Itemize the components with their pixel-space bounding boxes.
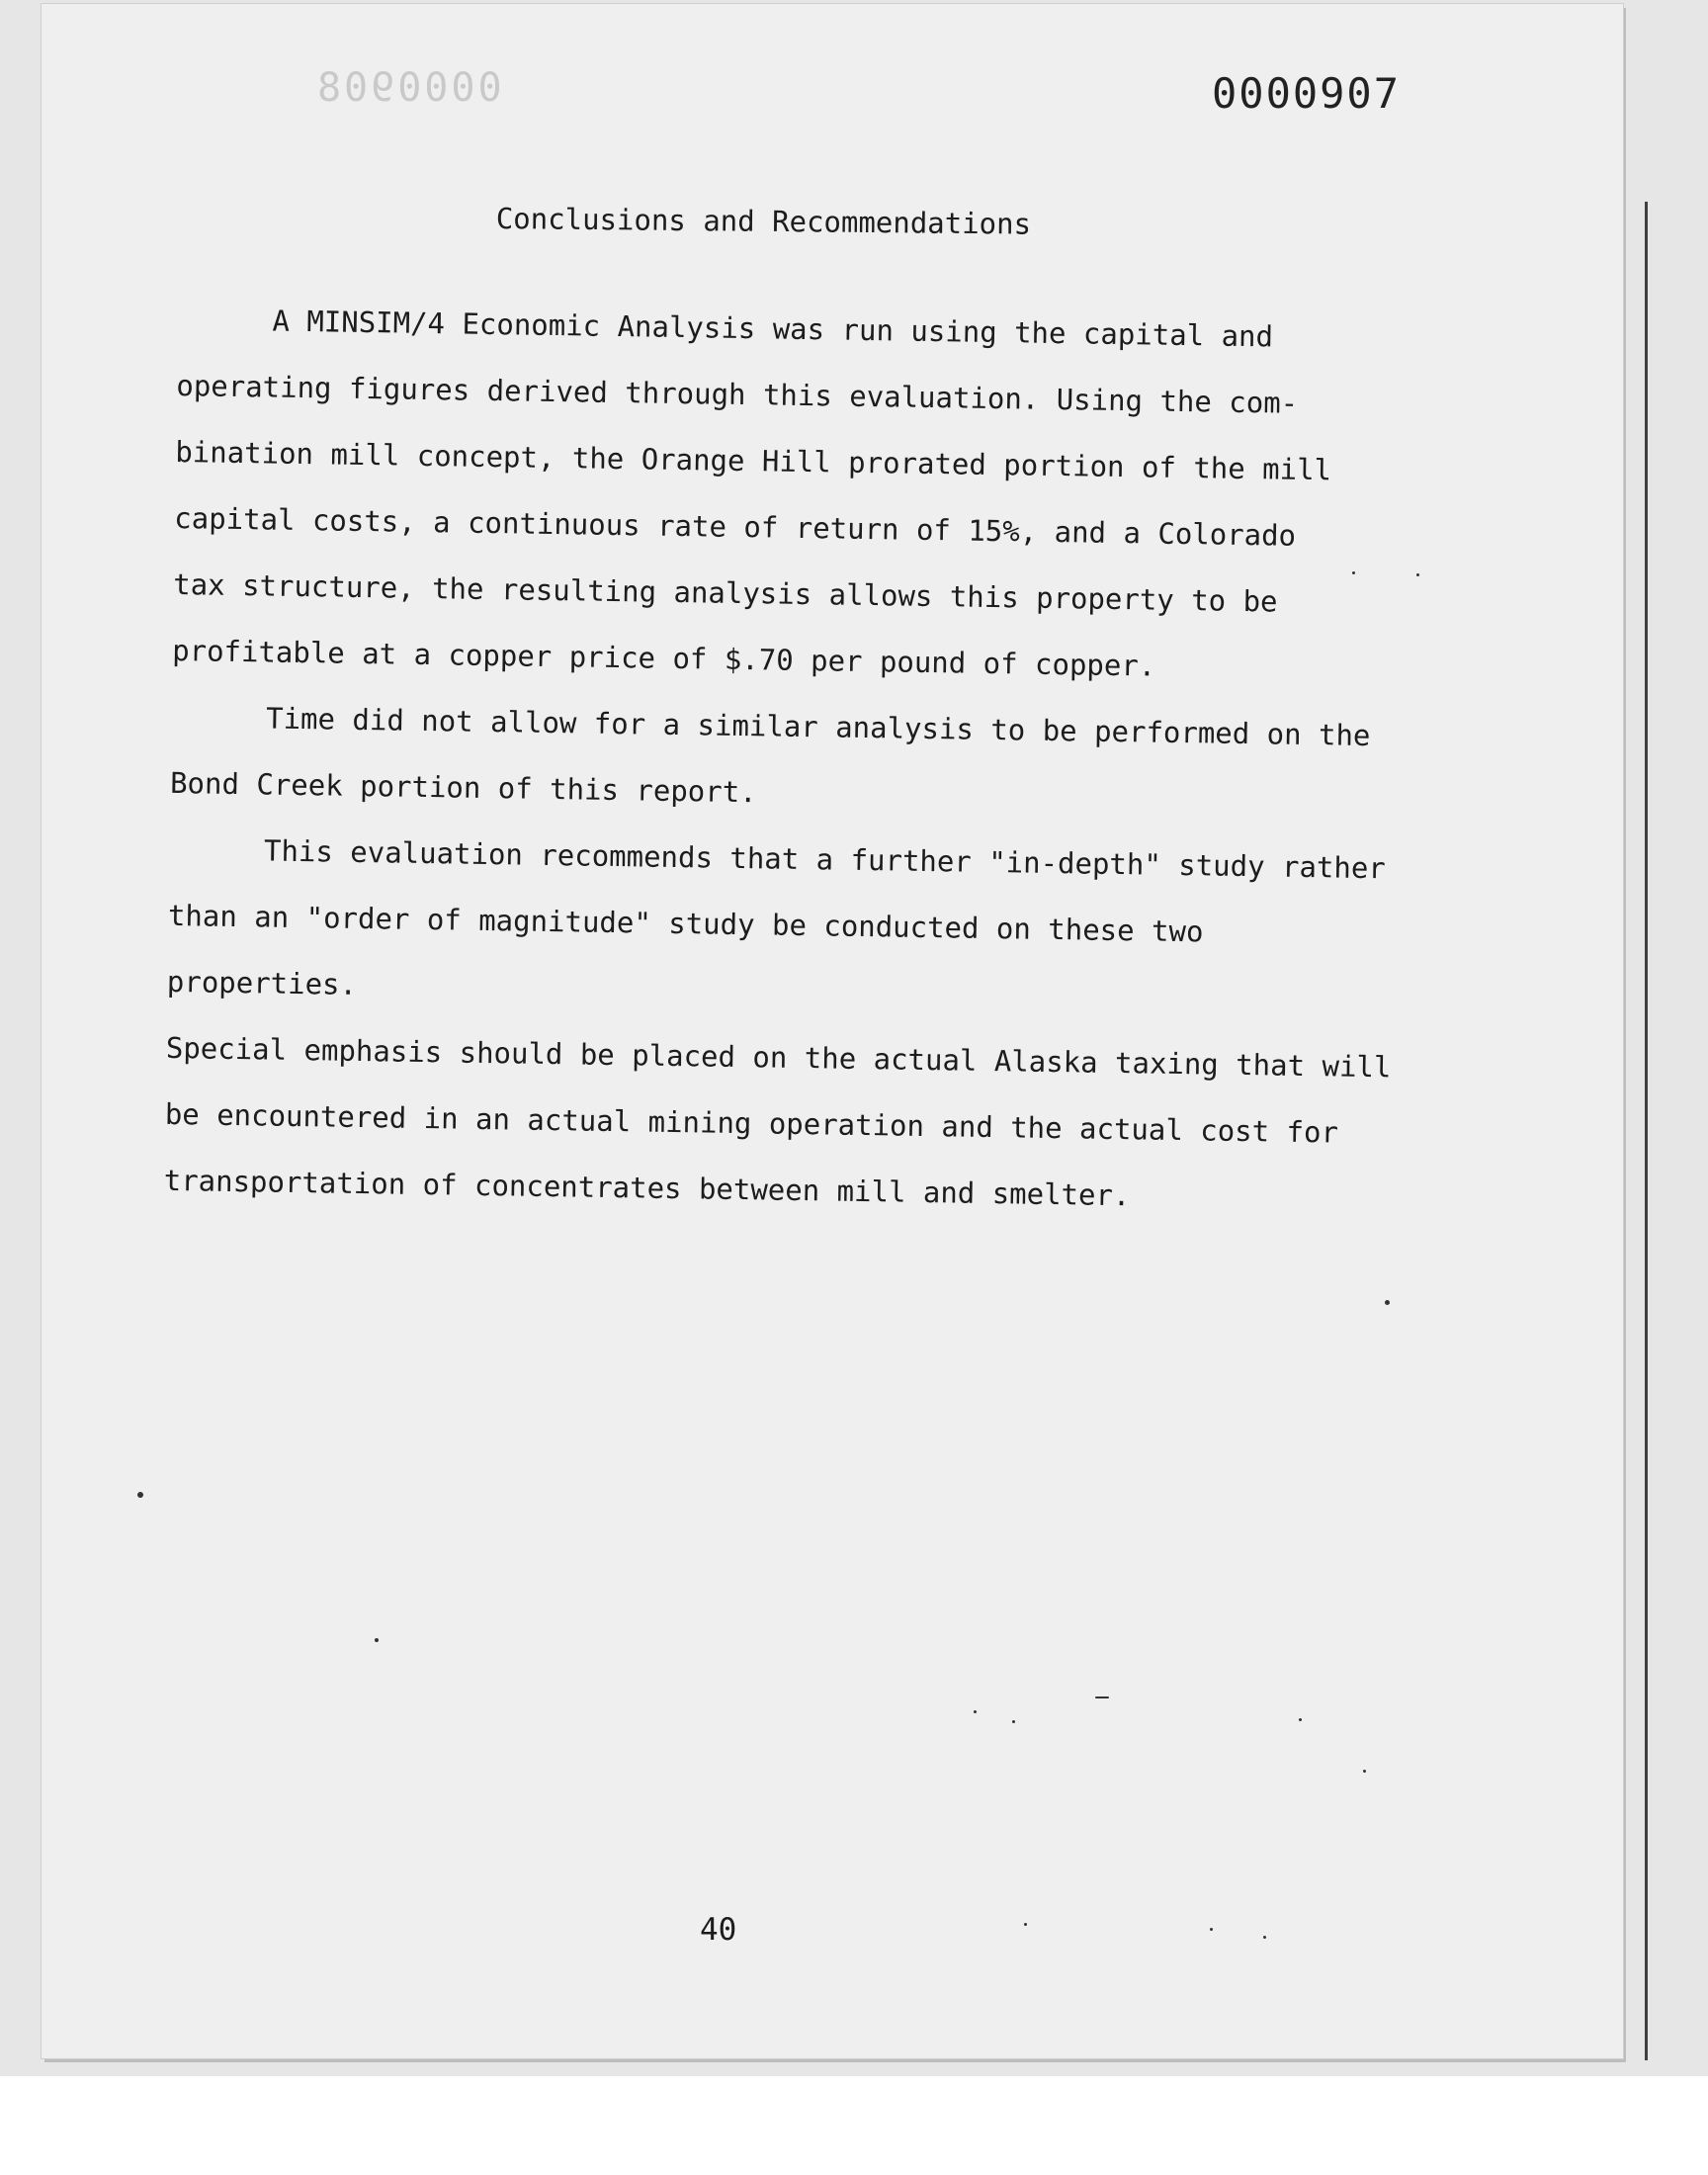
bleed-through-number: 0000908 xyxy=(314,65,502,111)
scan-speck xyxy=(1363,1770,1366,1773)
paragraph-bond-creek: Time did not allow for a similar analysis to be performed on the Bond Creek portion of this report. xyxy=(169,701,1371,810)
scan-speck xyxy=(1416,573,1419,576)
scan-speck xyxy=(1299,1718,1302,1721)
scan-speck xyxy=(1095,1696,1109,1698)
scan-speck xyxy=(375,1638,379,1642)
scan-speck xyxy=(1210,1928,1213,1931)
scan-speck xyxy=(1385,1300,1390,1305)
page-title: Conclusions and Recommendations xyxy=(495,202,1032,241)
scan-speck xyxy=(974,1710,977,1713)
scan-speck xyxy=(1352,571,1355,574)
page-number: 40 xyxy=(700,1912,737,1948)
scan-speck xyxy=(1024,1923,1027,1926)
scan-speck xyxy=(1012,1720,1015,1723)
scan-speck xyxy=(1263,1936,1266,1939)
document-number: 0000907 xyxy=(1212,69,1402,118)
scan-speck xyxy=(137,1492,143,1498)
body-text xyxy=(163,287,1404,1233)
page-edge-shadow xyxy=(1645,202,1648,2060)
paragraph-analysis: A MINSIM/4 Economic Analysis was run using the capital and operating figures derived through this evaluation. Using the com- bination mill concept, the Orange Hill prorated portion of the mill capital costs, a continuous rate of return of 15%, and a Colorado tax structure, the resulting analysis allows this property to be profitable at a copper price of $.70 per pound of copper. xyxy=(171,304,1332,683)
paragraph-recommendation: This evaluation recommends that a further "in-depth" study rather than an "order of magnitude" study be conducted on these two properties. Special emphasis should be placed on the actual Alaska taxing that will be encountered in an actual mining operation and the actual cost for transportation of concentrates between mill and smelter. xyxy=(163,833,1392,1213)
